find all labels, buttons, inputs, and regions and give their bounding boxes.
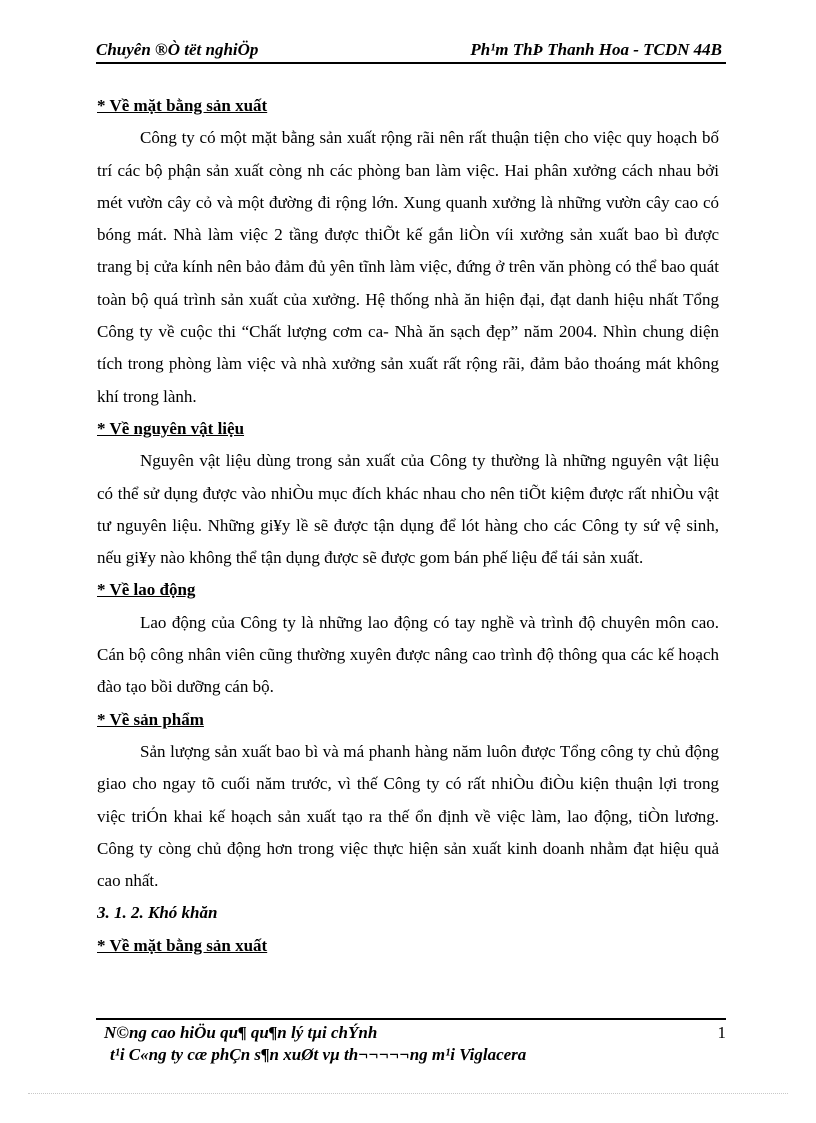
page-bottom-border xyxy=(28,1093,788,1094)
footer-divider xyxy=(96,1018,726,1020)
section-heading-nguyen-vat-lieu: * Về nguyên vật liệu xyxy=(97,418,245,438)
page-header xyxy=(96,38,726,64)
paragraph-san-pham: Sản lượng sản xuất bao bì và má phanh hàng năm luôn được Tổng công ty chủ động giao cho ngay tõ cuối năm trước, vì thế Công ty có rất nhiÒu điÒu kiện thuận lợi trong việc triÓn khai kế hoạch sản xuất tạo ra thế ổn định về việc làm, lao động, tiÒn lương. Công ty còng chủ động hơn trong việc thực hiện sản xuất kinh doanh nhằm đạt hiệu quả cao nhất. xyxy=(97,741,719,891)
paragraph-mat-bang: Công ty có một mặt bằng sản xuất rộng rãi nên rất thuận tiện cho việc quy hoạch bố trí các bộ phận sản xuất còng nh các phòng ban làm việc. Hai phân xưởng cách nhau bởi mét vườn cây cỏ và một đường đi rộng lớn. Xung quanh xưởng là những vườn cây cao có bóng mát. Nhà làm việc 2 tầng được thiÕt kế gắn liÒn víi xưởng sản xuất bao bì được trang bị cửa kính nên bảo đảm đủ yên tĩnh làm việc, đứng ở trên văn phòng có thể bao quát toàn bộ quá trình sản xuất của xưởng. Hệ thống nhà ăn hiện đại, đạt danh hiệu nhất Tổng Công ty về cuộc thi “Chất lượng cơm ca- Nhà ăn sạch đẹp” năm 2004. Nhìn chung diện tích trong phòng làm việc và nhà xưởng sản xuất rất rộng rãi, đảm bảo thoáng mát không khí trong lành. xyxy=(97,128,719,406)
page-number: 1 xyxy=(717,1023,726,1042)
footer-title-line-1: N©ng cao hiÖu qu¶ qu¶n lý tµi chÝnh xyxy=(104,1023,378,1042)
section-heading-mat-bang-2: * Về mặt bằng sản xuất xyxy=(97,935,268,955)
paragraph-lao-dong: Lao động của Công ty là những lao động có tay nghề và trình độ chuyên môn cao. Cán bộ công nhân viên cũng thường xuyên được nâng cao trình độ thông qua các kế hoạch đào tạo bồi dưỡng cán bộ. xyxy=(97,612,719,697)
paragraph-nguyen-vat-lieu: Nguyên vật liệu dùng trong sản xuất của Công ty thường là những nguyên vật liệu có thể sử dụng được vào nhiÒu mục đích khác nhau cho nên tiÕt kiệm được rất nhiÒu vật tư nguyên liệu. Những gi¥y lề sẽ được tận dụng để lót hàng cho các Công ty sứ vệ sinh, nếu gi¥y nào không thể tận dụng được sẽ được gom bán phế liệu để tái sản xuất. xyxy=(97,451,719,568)
section-heading-lao-dong: * Về lao động xyxy=(97,580,196,600)
header-thesis-label: Chuyên ®Ò tët nghiÖp xyxy=(96,40,259,59)
section-heading-mat-bang: * Về mặt bằng sản xuất xyxy=(97,96,268,115)
document-body xyxy=(97,90,719,962)
section-heading-san-pham: * Về sản phẩm xyxy=(97,709,204,729)
subsection-heading-kho-khan: 3. 1. 2. Khó khăn xyxy=(97,903,218,923)
footer-title-line-2: t¹i C«ng ty cæ phÇn s¶n xuØt vµ th¬¬¬¬¬ng m¹i Viglacera xyxy=(110,1045,527,1064)
page-footer xyxy=(100,1022,726,1066)
header-author: Ph¹m ThÞ Thanh Hoa - TCDN 44B xyxy=(470,40,722,59)
